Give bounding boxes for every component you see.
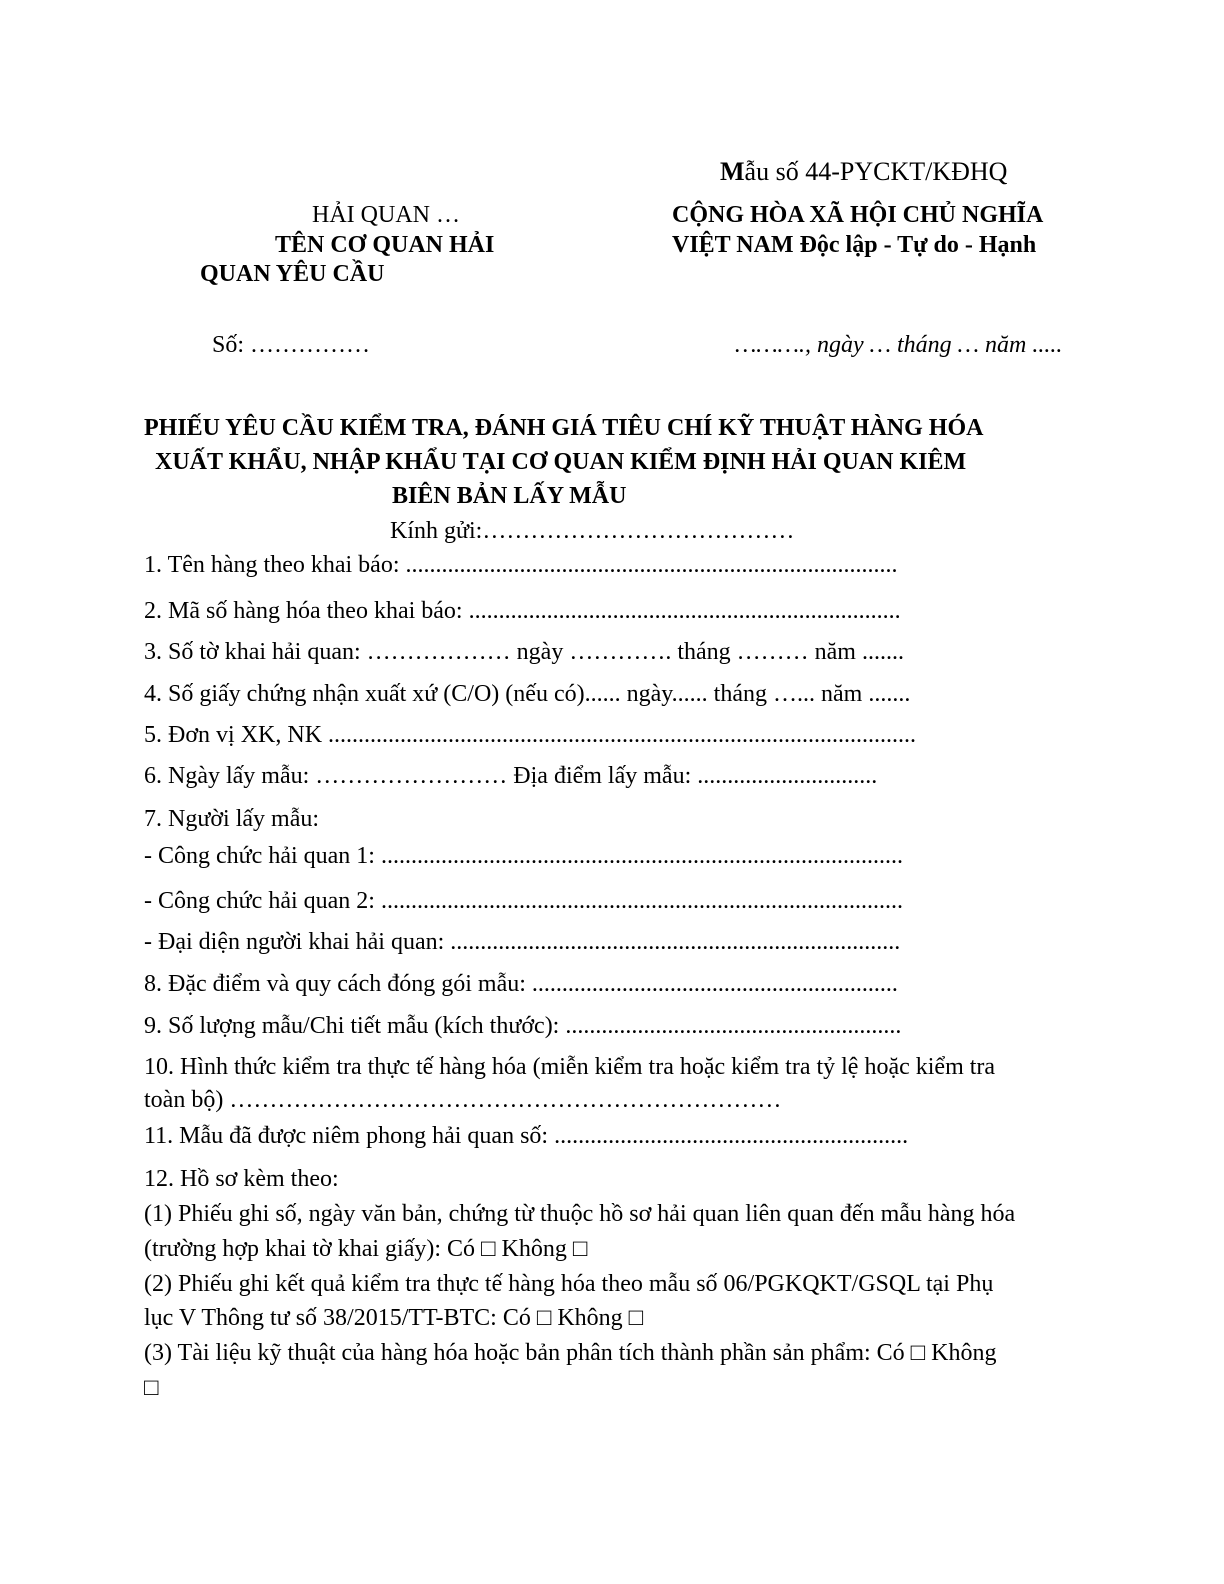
- document-number: Số: ……………: [212, 332, 371, 358]
- field-importer-exporter: 5. Đơn vị XK, NK ..................................................................................................: [144, 722, 917, 748]
- attachment-2-line2: lục V Thông tư số 38/2015/TT-BTC: Có □ Không □: [144, 1305, 644, 1331]
- recipient-line: Kính gửi:…………………………………: [390, 518, 795, 544]
- field-goods-name: 1. Tên hàng theo khai báo: ..................................................................................: [144, 552, 898, 578]
- field-officer-2: - Công chức hải quan 2: .......................................................................................: [144, 888, 903, 914]
- requesting-agency-name-line1: TÊN CƠ QUAN HẢI: [275, 232, 495, 258]
- form-title-line2: XUẤT KHẨU, NHẬP KHẨU TẠI CƠ QUAN KIỂM ĐỊNH HẢI QUAN KIÊM: [155, 449, 967, 475]
- field-hs-code: 2. Mã số hàng hóa theo khai báo: ........................................................................: [144, 598, 901, 624]
- field-declarant-representative: - Đại diện người khai hải quan: ...........................................................................: [144, 929, 901, 955]
- field-seal-number: 11. Mẫu đã được niêm phong hải quan số: ...........................................................: [144, 1123, 909, 1149]
- national-motto-line1: CỘNG HÒA XÃ HỘI CHỦ NGHĨA: [672, 202, 1044, 228]
- field-co-number: 4. Số giấy chứng nhận xuất xứ (C/O) (nếu có)...... ngày...... tháng …... năm .......: [144, 681, 911, 707]
- field-attachments-heading: 12. Hồ sơ kèm theo:: [144, 1166, 339, 1192]
- attachment-1-line2: (trường hợp khai tờ khai giấy): Có □ Không □: [144, 1236, 588, 1262]
- field-inspection-form-line1: 10. Hình thức kiểm tra thực tế hàng hóa (miễn kiểm tra hoặc kiểm tra tỷ lệ hoặc kiểm tra: [144, 1054, 996, 1080]
- form-title-line3: BIÊN BẢN LẤY MẪU: [392, 483, 627, 509]
- national-motto-line2: VIỆT NAM Độc lập - Tự do - Hạnh: [672, 232, 1037, 258]
- field-inspection-form-line2: toàn bộ) ……………………………………………………………: [144, 1087, 782, 1113]
- form-title-line1: PHIẾU YÊU CẦU KIỂM TRA, ĐÁNH GIÁ TIÊU CHÍ KỸ THUẬT HÀNG HÓA: [144, 415, 984, 441]
- field-sample-quantity: 9. Số lượng mẫu/Chi tiết mẫu (kích thước): ........................................................: [144, 1013, 902, 1039]
- form-code: [720, 156, 1007, 187]
- field-sampling-date-place: 6. Ngày lấy mẫu: …………………… Địa điểm lấy mẫu: ..............................: [144, 763, 878, 789]
- form-code-rest: ẫu số 44-PYCKT/KĐHQ: [744, 157, 1008, 186]
- field-declaration-number: 3. Số tờ khai hải quan: ……………… ngày …………. tháng ……… năm .......: [144, 639, 904, 665]
- field-packaging: 8. Đặc điểm và quy cách đóng gói mẫu: .............................................................: [144, 971, 898, 997]
- attachment-1-line1: (1) Phiếu ghi số, ngày văn bản, chứng từ thuộc hồ sơ hải quan liên quan đến mẫu hàng hóa: [144, 1201, 1016, 1227]
- customs-agency-line: HẢI QUAN …: [312, 202, 460, 228]
- form-code-prefix: M: [720, 157, 745, 186]
- document-date: ………., ngày … tháng … năm .....: [735, 332, 1063, 358]
- attachment-3-line1: (3) Tài liệu kỹ thuật của hàng hóa hoặc bản phân tích thành phần sản phẩm: Có □ Không: [144, 1340, 997, 1366]
- requesting-agency-name-line2: QUAN YÊU CẦU: [200, 261, 385, 287]
- attachment-3-line2: □: [144, 1375, 159, 1401]
- attachment-2-line1: (2) Phiếu ghi kết quả kiểm tra thực tế hàng hóa theo mẫu số 06/PGKQKT/GSQL tại Phụ: [144, 1271, 994, 1297]
- field-sampler-heading: 7. Người lấy mẫu:: [144, 806, 320, 832]
- field-officer-1: - Công chức hải quan 1: .......................................................................................: [144, 843, 903, 869]
